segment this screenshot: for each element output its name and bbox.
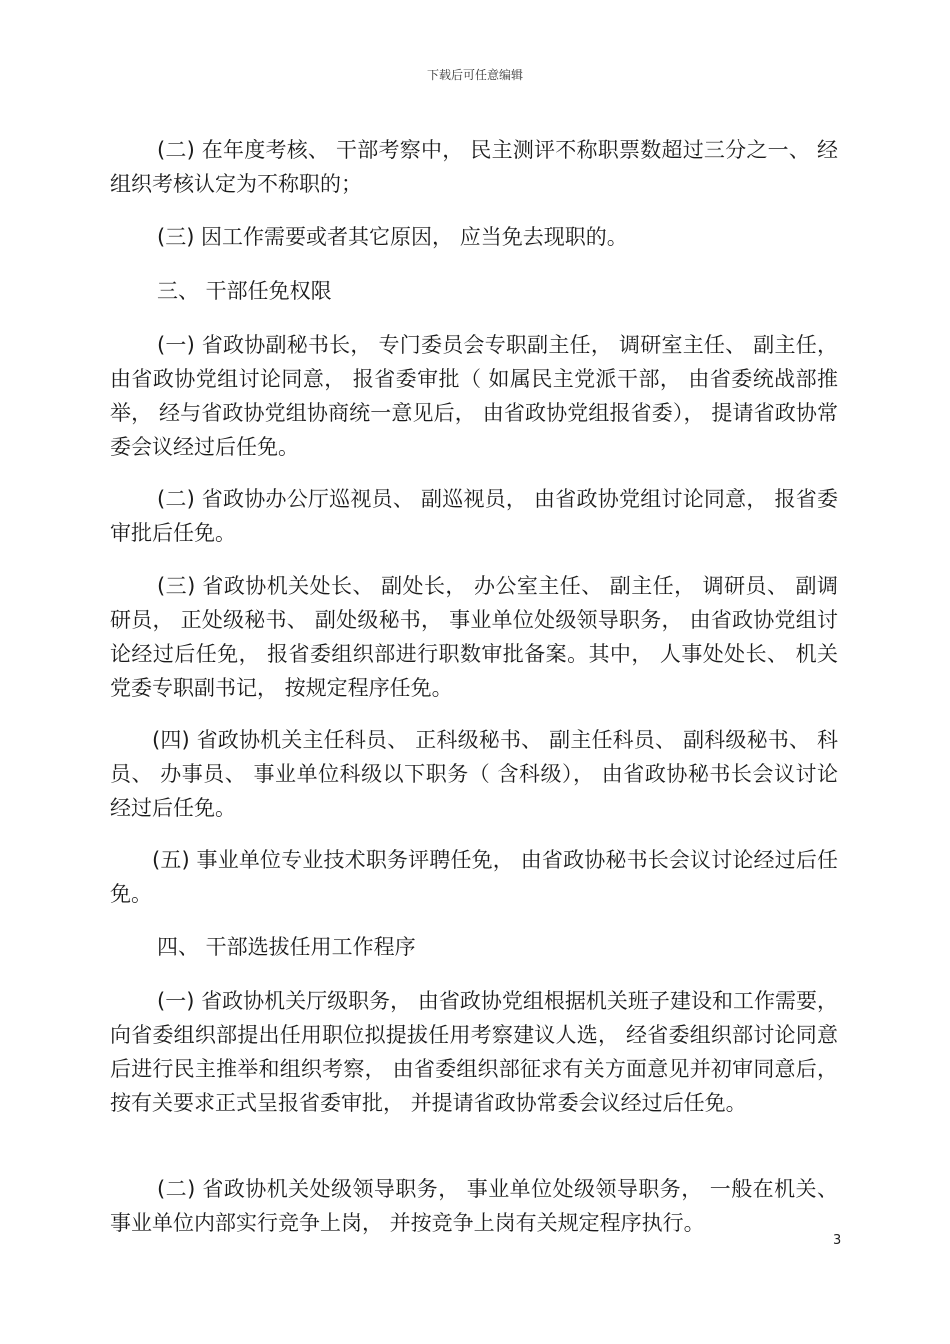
section-heading-4: 四、 干部选拔任用工作程序: [157, 935, 416, 959]
section-heading-3: 三、 干部任免权限: [157, 279, 332, 303]
page-number: 3: [833, 1233, 842, 1248]
paragraph-8: (五) 事业单位专业技术职务评聘任免， 由省政协秘书长会议讨论经过后任免。: [110, 848, 838, 906]
header-note: 下载后可任意编辑: [426, 68, 523, 82]
paragraph-4: (一) 省政协副秘书长， 专门委员会专职副主任， 调研室主任、 副主任， 由省政协党组讨论同意， 报省委审批（ 如属民主党派干部， 由省委统战部推举， 经与省政协党组协商统一意见后， 由省政协党组报省委）， 提请省政协常委会议经过后任免。: [110, 333, 838, 459]
paragraph-2: (三) 因工作需要或者其它原因， 应当免去现职的。: [157, 225, 628, 249]
paragraph-6: (三) 省政协机关处长、 副处长， 办公室主任、 副主任， 调研员、 副调研员， 正处级秘书、 副处级秘书， 事业单位处级领导职务， 由省政协党组讨论经过后任免， 报省委组织部进行职数审批备案。其中， 人事处处长、 机关党委专职副书记， 按规定程序任免。: [110, 574, 838, 700]
paragraph-1: (二) 在年度考核、 干部考察中， 民主测评不称职票数超过三分之一、 经组织考核认定为不称职的；: [110, 138, 838, 196]
paragraph-10: (一) 省政协机关厅级职务， 由省政协党组根据机关班子建设和工作需要， 向省委组织部提出任用职位拟提拔任用考察建议人选， 经省委组织部讨论同意后进行民主推举和组织考察， 由省委组织部征求有关方面意见并初审同意后， 按有关要求正式呈报省委审批， 并提请省政协常委会议经过后任免。: [110, 989, 838, 1115]
paragraph-11: (二) 省政协机关处级领导职务， 事业单位处级领导职务， 一般在机关、 事业单位内部实行竞争上岗， 并按竞争上岗有关规定程序执行。: [110, 1177, 838, 1235]
paragraph-5: (二) 省政协办公厅巡视员、 副巡视员， 由省政协党组讨论同意， 报省委审批后任免。: [110, 487, 838, 545]
paragraph-7: (四) 省政协机关主任科员、 正科级秘书、 副主任科员、 副科级秘书、 科员、 办事员、 事业单位科级以下职务（ 含科级）， 由省政协秘书长会议讨论经过后任免。: [110, 728, 838, 820]
